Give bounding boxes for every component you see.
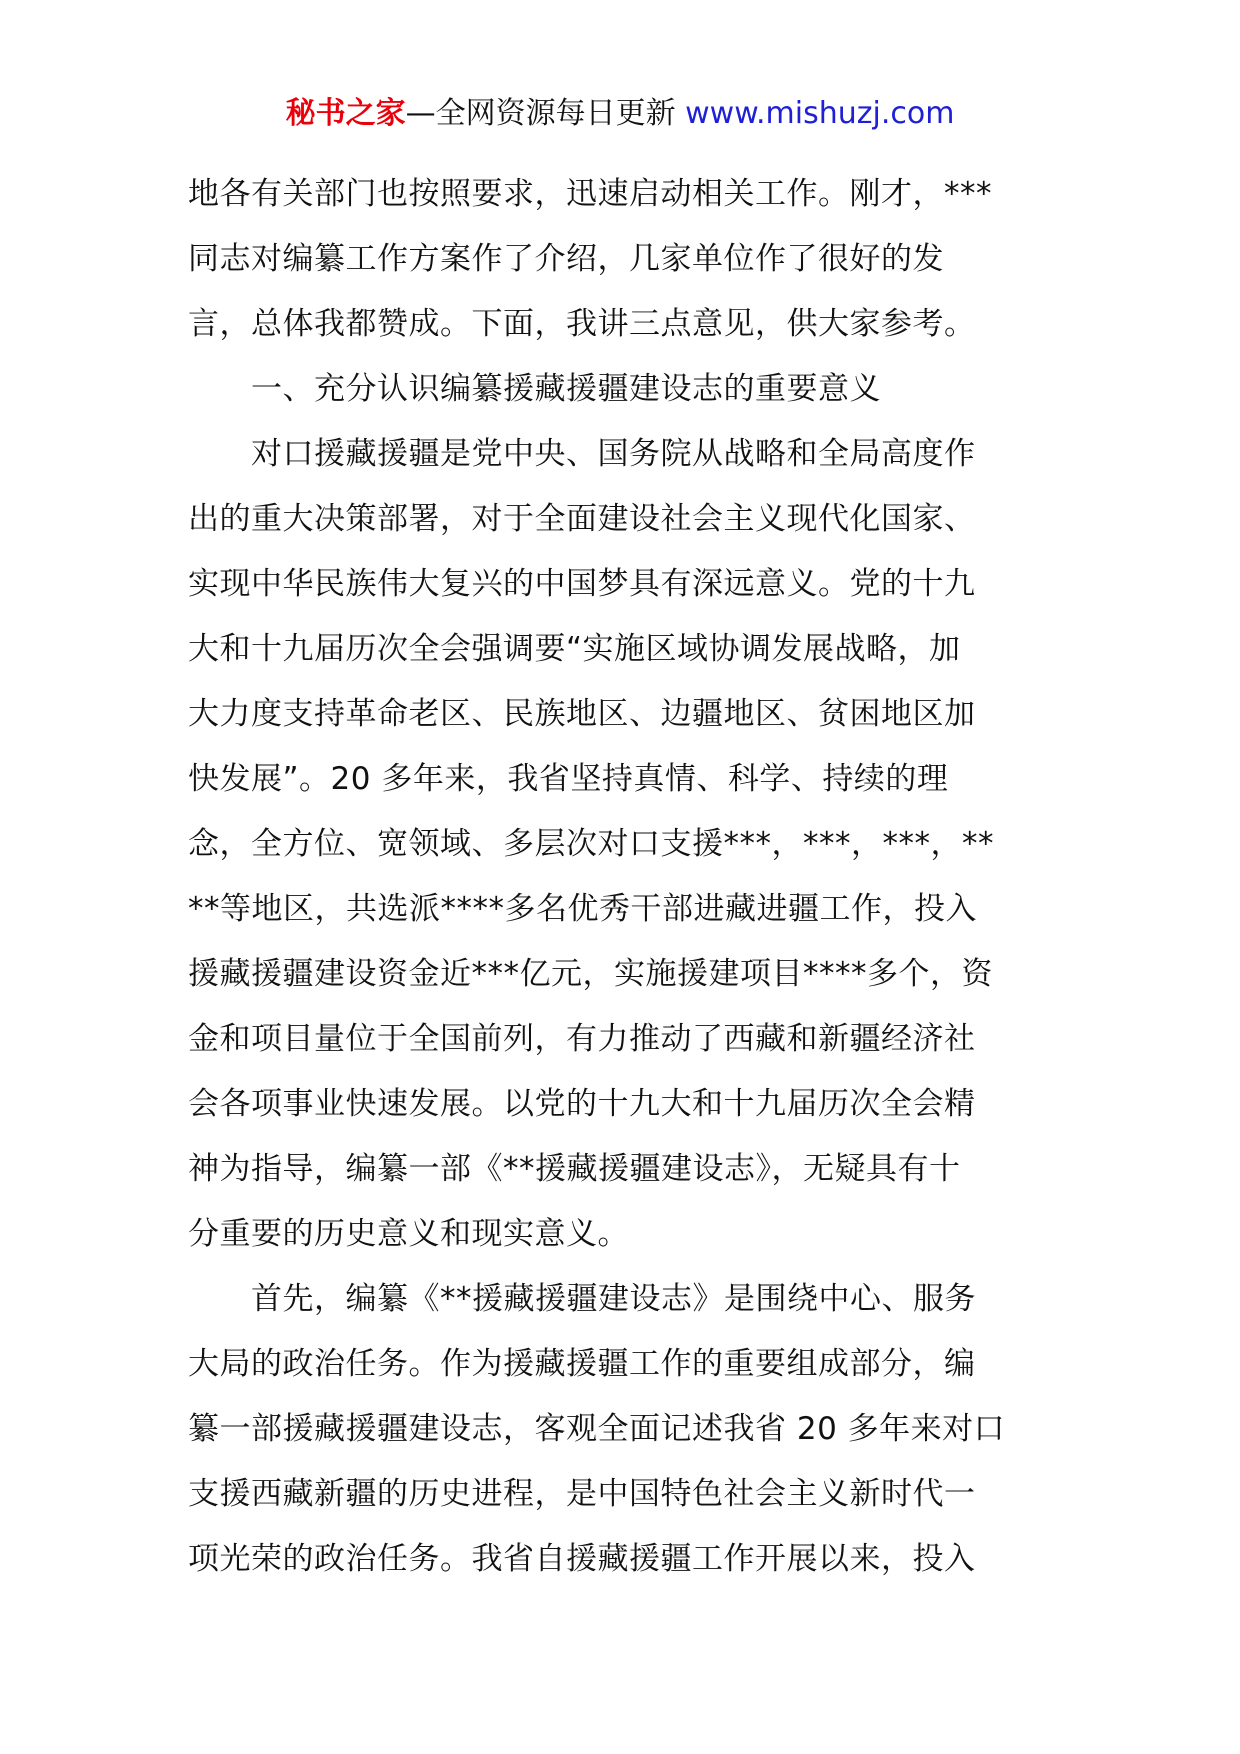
- text-line: 神为指导，编纂一部《**援藏援疆建设志》，无疑具有十: [188, 1151, 961, 1187]
- text-line: 快发展”。20 多年来，我省坚持真情、科学、持续的理: [188, 761, 949, 797]
- header-slogan: —全网资源每日更新: [405, 96, 686, 131]
- document-body: [188, 162, 1058, 1592]
- text-line: 援藏援疆建设资金近***亿元，实施援建项目****多个，资: [188, 956, 993, 992]
- text-line: **等地区，共选派****多名优秀干部进藏进疆工作，投入: [188, 891, 977, 927]
- section-heading: 一、充分认识编纂援藏援疆建设志的重要意义: [188, 371, 881, 407]
- text-line: 大和十九届历次全会强调要“实施区域协调发展战略，加: [188, 631, 961, 667]
- text-line: 大力度支持革命老区、民族地区、边疆地区、贫困地区加: [188, 696, 976, 732]
- site-header: [0, 94, 1240, 134]
- text-line: 言，总体我都赞成。下面，我讲三点意见，供大家参考。: [188, 306, 976, 342]
- text-line: 分重要的历史意义和现实意义。: [188, 1216, 629, 1252]
- site-url-link[interactable]: www.mishuzj.com: [685, 96, 955, 131]
- text-line: 同志对编纂工作方案作了介绍，几家单位作了很好的发: [188, 241, 944, 277]
- text-line: 支援西藏新疆的历史进程，是中国特色社会主义新时代一: [188, 1476, 976, 1512]
- text-line: 对口援藏援疆是党中央、国务院从战略和全局高度作: [188, 436, 976, 472]
- text-line: 首先，编纂《**援藏援疆建设志》是围绕中心、服务: [188, 1281, 976, 1317]
- text-line: 出的重大决策部署，对于全面建设社会主义现代化国家、: [188, 501, 976, 537]
- brand-name: 秘书之家: [285, 96, 406, 131]
- text-line: 纂一部援藏援疆建设志，客观全面记述我省 20 多年来对口: [188, 1411, 1006, 1447]
- text-line: 会各项事业快速发展。以党的十九大和十九届历次全会精: [188, 1086, 976, 1122]
- text-line: 念，全方位、宽领域、多层次对口支援***，***，***，**: [188, 826, 994, 862]
- text-line: 金和项目量位于全国前列，有力推动了西藏和新疆经济社: [188, 1021, 976, 1057]
- text-line: 大局的政治任务。作为援藏援疆工作的重要组成部分，编: [188, 1346, 976, 1382]
- text-line: 地各有关部门也按照要求，迅速启动相关工作。刚才，***: [188, 176, 992, 212]
- text-line: 项光荣的政治任务。我省自援藏援疆工作开展以来，投入: [188, 1541, 976, 1577]
- text-line: 实现中华民族伟大复兴的中国梦具有深远意义。党的十九: [188, 566, 976, 602]
